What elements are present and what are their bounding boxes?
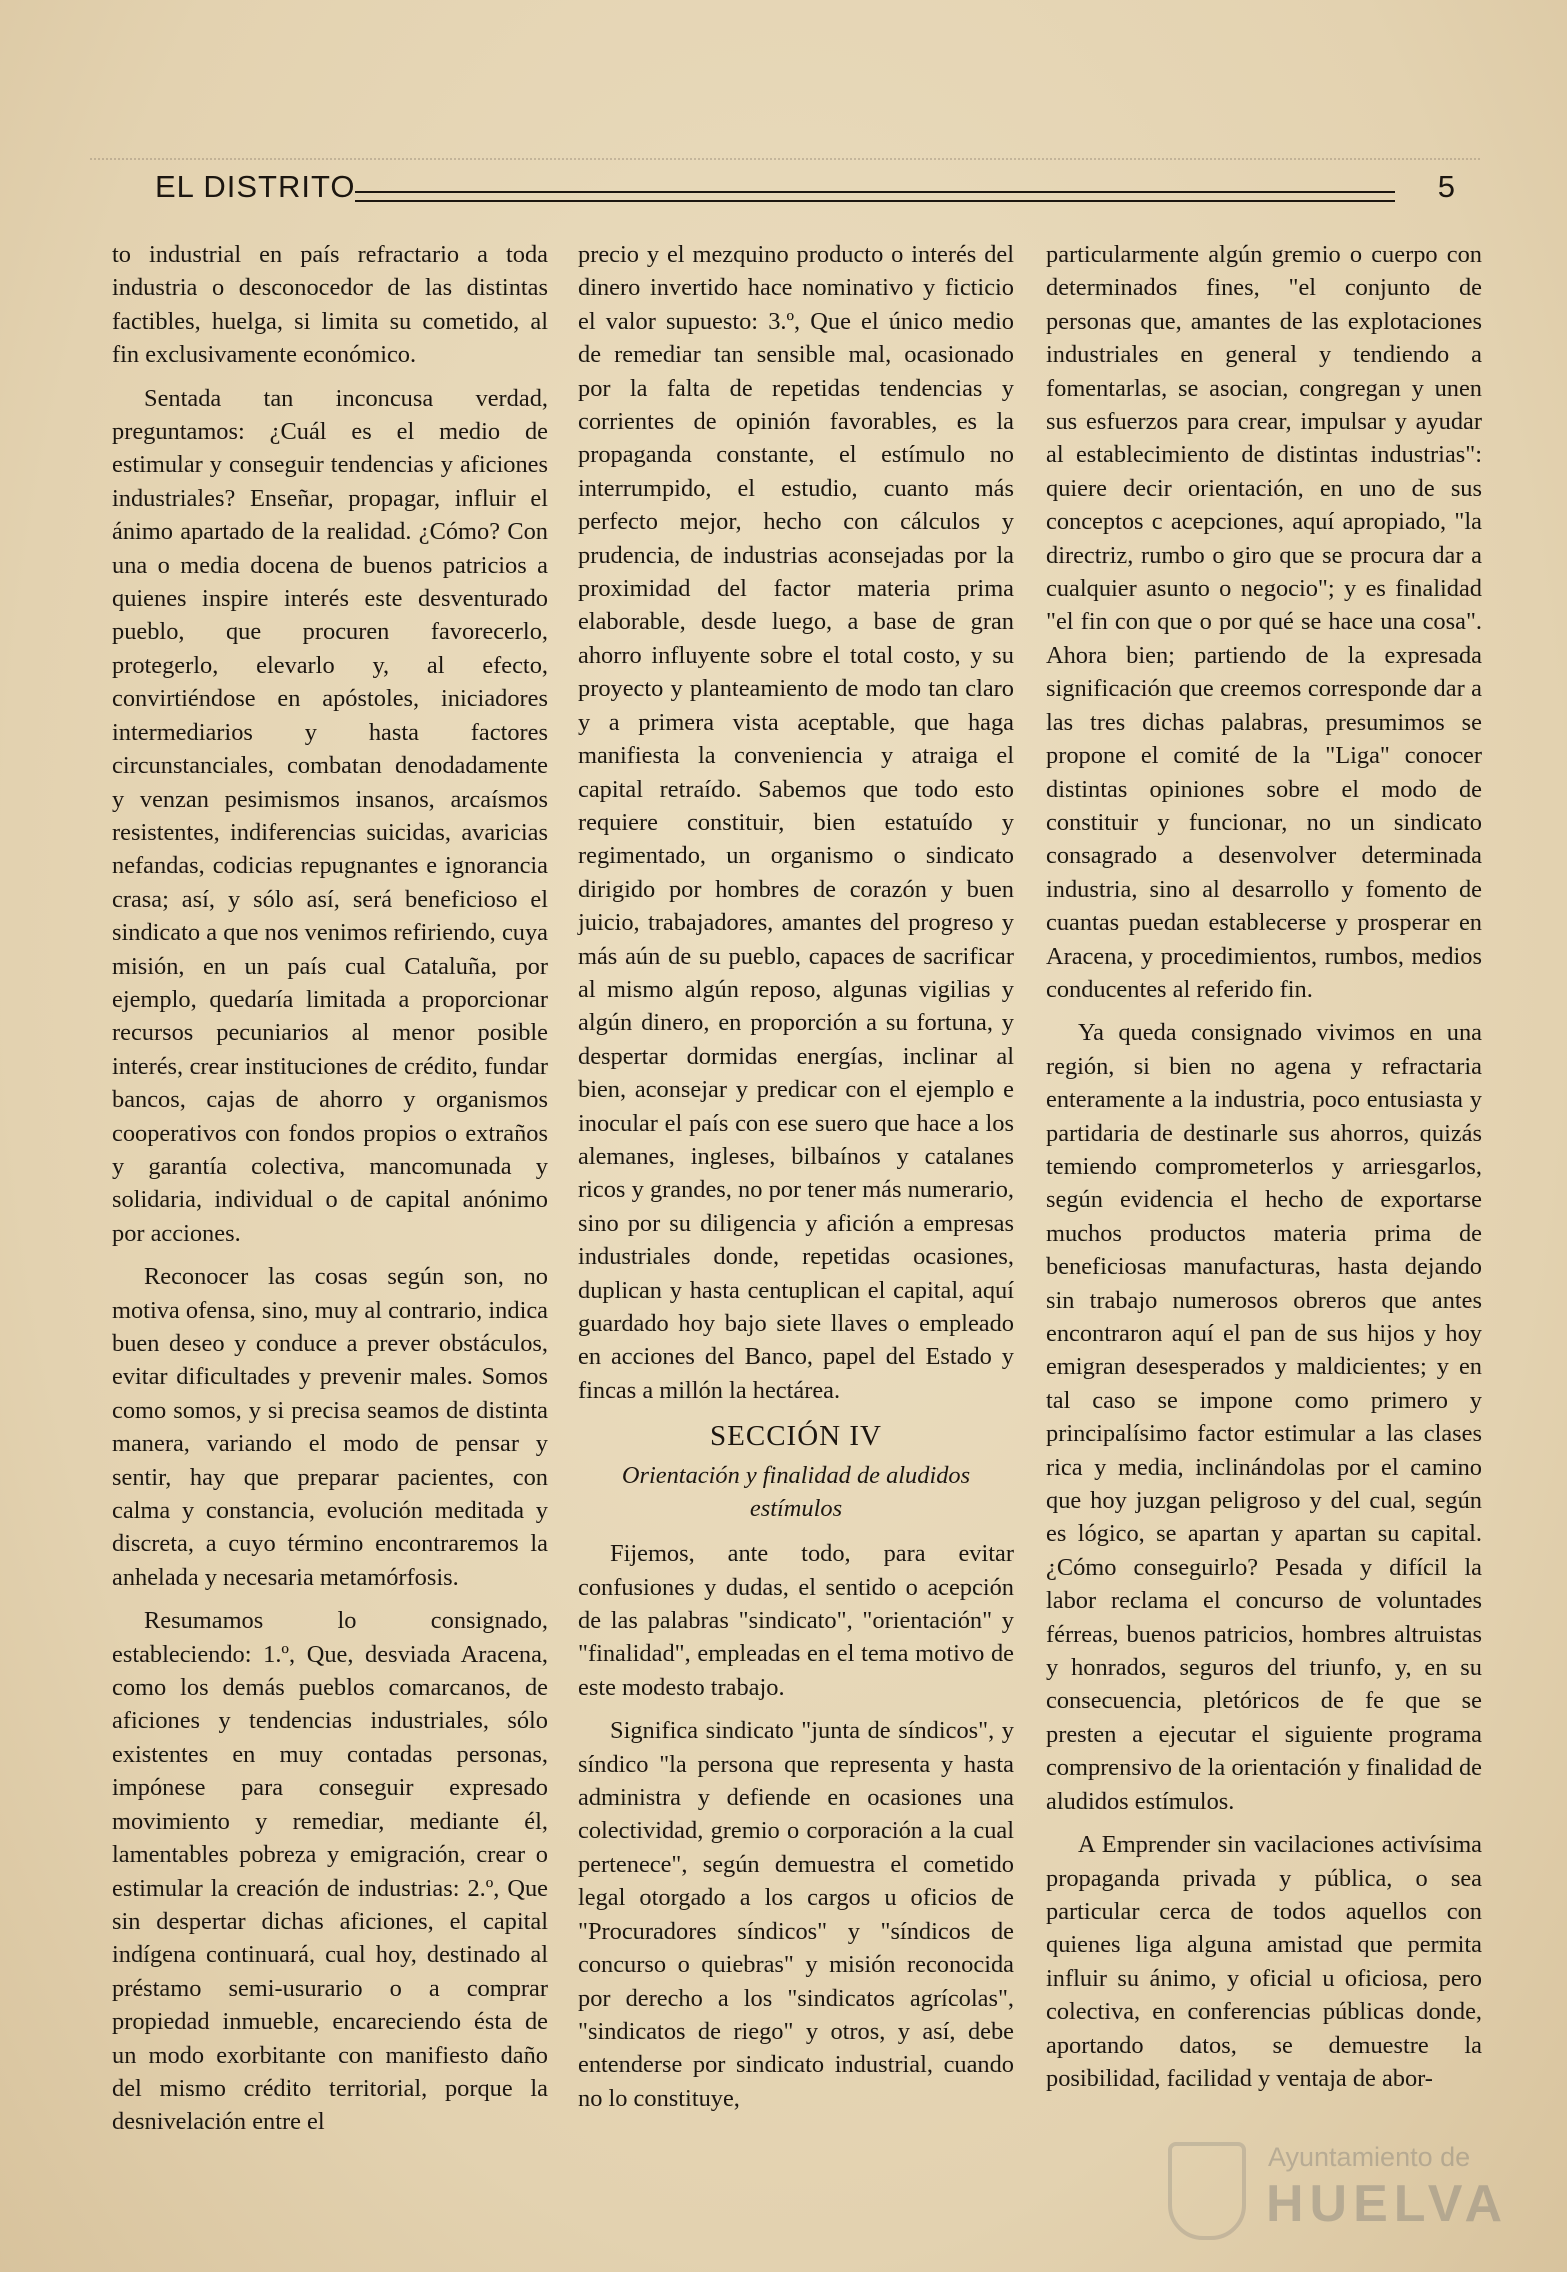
column-1 <box>112 238 548 2149</box>
paragraph: Reconocer las cosas según son, no motiva ofensa, sino, muy al contrario, indica buen deseo y conduce a prever obstáculos, evitar dificultades y prevenir males. Somos como somos, y si precisa seamos de distinta manera, variando el modo de pensar y sentir, hay que preparar pacientes, con calma y constancia, evolución meditada y discreta, a cuyo término encontraremos la anhelada y necesaria metamórfosis. <box>112 1263 548 1591</box>
paragraph: Significa sindicato "junta de síndicos", y síndico "la persona que representa y hasta administra y defiende en ocasiones una colectividad, gremio o corporación a la cual pertenece", según demuestra el cometido legal otorgado a los cargos u oficios de "Procuradores síndicos" y "síndicos de concurso o quiebras" y misión reconocida por derecho a los "sindicatos agrícolas", "sindicatos de riego" y otros, y así, debe entenderse por sindicato industrial, cuando no lo constituye, <box>578 1717 1014 2112</box>
watermark-line-2: HUELVA <box>1266 2175 1509 2233</box>
column-2 <box>578 238 1014 2125</box>
paragraph: precio y el mezquino producto o interés del dinero invertido hace nominativo y ficticio el valor supuesto: 3.º, Que el único medio de remediar tan sensible mal, ocasionado por la falta de repetidas tendencias y corrientes de opinión favorables, es la propaganda constante, el estímulo no interrumpido, el estudio, cuanto más perfecto mejor, hecho con cálculos y prudencia, de industrias aconsejadas por la proximidad del factor materia prima elaborable, desde luego, a base de gran ahorro influyente sobre el total costo, y su proyecto y planteamiento de modo tan claro y a primera vista aceptable, que haga manifiesta la conveniencia y atraiga el capital retraído. Sabemos que todo esto requiere constituir, bien estatuído y regimentado, un organismo o sindicato dirigido por hombres de corazón y buen juicio, trabajadores, amantes del progreso y más aún de su pueblo, capaces de sacrificar al mismo algún reposo, algunas vigilias y algún dinero, en proporción a su fortuna, y despertar dormidas energías, inclinar al bien, aconsejar y predicar con el ejemplo e inocular el país con ese suero que hace a los alemanes, ingleses, bilbaínos y catalanes ricos y grandes, no por tener más numerario, sino por su diligencia y afición a empresas industriales donde, repetidas ocasiones, duplican y hasta centuplican el capital, aquí guardado hoy bajo siete llaves o empleado en acciones del Banco, papel del Estado y fincas a millón la hectárea. <box>578 241 1014 1404</box>
watermark-line-1: Ayuntamiento de <box>1268 2142 1471 2172</box>
paragraph: to industrial en país refractario a toda industria o desconocedor de las distintas factibles, huelga, si limita su cometido, al fin exclusivamente económico. <box>112 241 548 369</box>
paragraph: Resumamos lo consignado, estableciendo: 1.º, Que, desviada Aracena, como los demás pueblos comarcanos, de aficiones y tendencias industriales, sólo existentes en muy contadas personas, impónese para conseguir expresado movimiento y remediar, mediante él, lamentables pobreza y emigración, crear o estimular la creación de industrias: 2.º, Que sin despertar dichas aficiones, el capital indígena continuará, cual hoy, destinado al préstamo semi-usurario o a comprar propiedad inmueble, encareciendo ésta de un modo exorbitante con manifiesto daño del mismo crédito territorial, porque la desnivelación entre el <box>112 1607 548 2136</box>
bleed-through-header <box>90 118 1480 160</box>
page-number: 5 <box>1437 169 1455 204</box>
paragraph: Ya queda consignado vivimos en una región, si bien no agena y refractaria enteramente a la industria, poco entusiasta y partidaria de destinarle sus ahorros, quizás temiendo comprometerlos y arriesgarlos, según evidencia el hecho de exportarse muchos productos materia prima de beneficiosas manufacturas, hasta dejando sin trabajo numerosos obreros que antes encontraron aquí el pan de sus hijos y hoy emigran desesperados y maldicientes; y en tal caso se impone como primero y principalísimo factor estimular a las clases rica y media, inclinándolas por el camino que hoy juzgan peligroso y del cual, según es lógico, se apartan y apartan su capital. ¿Cómo conseguirlo? Pesada y difícil la labor reclama el concurso de voluntades férreas, buenos patricios, hombres altruistas y honrados, seguros del triunfo, y, en su consecuencia, pletóricos de fe que se presten a ejecutar el siguiente programa comprensivo de la orientación y finalidad de aludidos estímulos. <box>1046 1019 1482 1815</box>
shield-icon <box>1168 2142 1246 2240</box>
header-rule <box>355 191 1395 202</box>
paragraph: Sentada tan inconcusa verdad, preguntamos: ¿Cuál es el medio de estimular y conseguir tendencias y aficiones industriales? Enseñar, propagar, influir el ánimo apartado de la realidad. ¿Cómo? Con una o media docena de buenos patricios a quienes inspire interés este desventurado pueblo, que procuren favorecerlo, protegerlo, elevarlo y, al efecto, convirtiéndose en apóstoles, iniciadores intermediarios y hasta factores circunstanciales, combatan denodadamente y venzan pesimismos insanos, arcaísmos resistentes, indiferencias suicidas, avaricias nefandas, codicias repugnantes e ignorancia crasa; así, y sólo así, será beneficioso el sindicato a que nos venimos refiriendo, cuya misión, en un país cual Cataluña, por ejemplo, quedaría limitada a proporcionar recursos pecuniarios al menor posible interés, crear instituciones de crédito, fundar bancos, cajas de ahorro y organismos cooperativos con fondos propios o extraños y garantía colectiva, mancomunada y solidaria, individual o de capital anónimo por acciones. <box>112 384 548 1247</box>
section-subtitle: Orientación y finalidad de aludidos estímulos <box>621 1462 971 1523</box>
paragraph: Fijemos, ante todo, para evitar confusiones y dudas, el sentido o acepción de las palabras "sindicato", "orientación" y "finalidad", empleadas en el tema motivo de este modesto trabajo. <box>578 1540 1014 1701</box>
paragraph: A Emprender sin vacilaciones activísima propaganda privada y pública, o sea particular cerca de todos aquellos con quienes liga alguna amistad que permita influir su ánimo, y oficial u oficiosa, pero colectiva, en conferencias públicas donde, aportando datos, se demuestre la posibilidad, facilidad y ventaja de abor- <box>1046 1831 1482 2092</box>
page-header <box>155 165 1455 207</box>
paragraph: particularmente algún gremio o cuerpo con determinados fines, "el conjunto de personas que, amantes de las explotaciones industriales en general y tendiendo a fomentarlas, se asocian, congregan y unen sus esfuerzos para crear, impulsar y ayudar al establecimiento de distintas industrias": quiere decir orientación, en uno de sus conceptos c acepciones, aquí apropiado, "la directriz, rumbo o giro que se procura dar a cualquier asunto o negocio"; y es finalidad "el fin con que o por qué se hace una cosa". Ahora bien; partiendo de la expresada significación que creemos corresponde dar a las tres dichas palabras, presumimos se propone el comité de la "Liga" conocer distintas opiniones sobre el modo de constituir y funcionar, no un sindicato consagrado a desenvolver determinada industria, sino al desarrollo y fomento de cuantas puedan establecerse y prosperar en Aracena, y procedimientos, rumbos, medios conducentes al referido fin. <box>1046 241 1482 1003</box>
archive-watermark <box>1168 2140 1509 2240</box>
column-3 <box>1046 238 1482 2105</box>
section-title: SECCIÓN IV <box>710 1420 882 1453</box>
publication-title: EL DISTRITO <box>155 169 356 204</box>
